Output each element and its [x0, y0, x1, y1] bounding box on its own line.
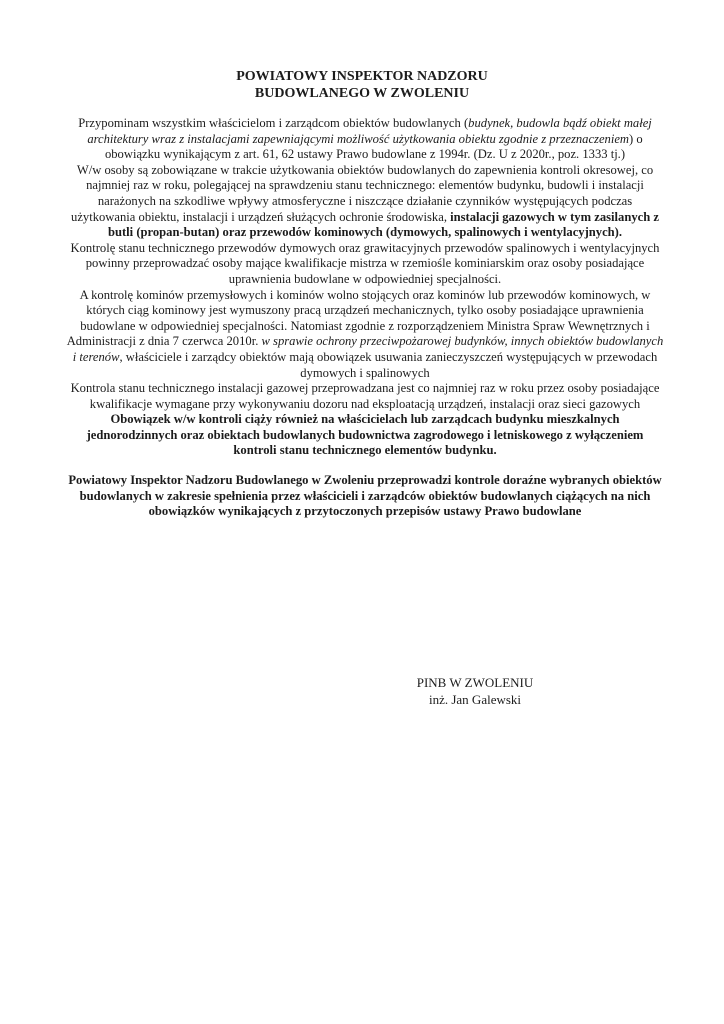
document-heading [0, 68, 724, 102]
paragraph-obligations [66, 163, 664, 241]
signature-block [395, 674, 555, 708]
heading-line-2: BUDOWLANEGO W ZWOLENIU [254, 86, 470, 101]
signature-office: PINB W ZWOLENIU [416, 675, 534, 690]
reminder-object-definition: budynek, budowla bądź obiekt małej architektury wraz z instalacjami zapewniającymi możliwość użytkowania obiektu zgodnie z przeznaczeniem [87, 116, 652, 146]
regulation-title: w sprawie ochrony przeciwpożarowej budynków, innych obiektów budowlanych i terenów [72, 334, 664, 364]
heading-line-1: POWIATOWY INSPEKTOR NADZORU [236, 69, 488, 84]
industrial-text-end: , właściciele i zarządcy obiektów mają obowiązek usuwania zanieczyszczeń występujących w przewodach dymowych i spalinowych [119, 349, 658, 380]
paragraph-inspection-announcement: Powiatowy Inspektor Nadzoru Budowlanego w Zwoleniu przeprowadzi kontrole doraźne wybranych obiektów budowlanych w zakresie spełnienia przez właścicieli i zarządców obiektów budowlanych ciążących na nich obowiązków wynikających z przytoczonych przepisów ustawy Prawo budowlane [68, 473, 662, 519]
industrial-text-start: A kontrolę kominów przemysłowych i kominów wolno stojących oraz kominów lub przewodów kominowych, w których ciąg kominowy jest wymuszony pracą urządzeń mechanicznych, tylko osoby posiadające uprawnienia budowlane w odpowiedniej specjalności. Natomiast zgodnie z rozporządzeniem Ministra Spraw Wewnętrznych i Administracji z dnia 7 czerwca 2010r. [66, 287, 651, 349]
obligations-gas-chimney-emphasis: instalacji gazowych w tym zasilanych z butli (propan-butan) oraz przewodów kominowych (dymowych, spalinowych i wentylacyjnych). [107, 209, 659, 240]
paragraph-industrial-chimneys [66, 288, 664, 382]
paragraph-gas-inspection: Kontrola stanu technicznego instalacji gazowej przeprowadzana jest co najmniej raz w roku przez osoby posiadające kwalifikacje wymagane przy wykonywaniu dozoru nad eksploatacją urządzeń, instalacji oraz sieci gazowych [70, 381, 660, 411]
paragraph-single-family-obligation: Obowiązek w/w kontroli ciąży również na właścicielach lub zarządcach budynku mieszkalnych jednorodzinnych oraz obiektach budowlanych budownictwa zagrodowego i letniskowego z wyłączeniem kontroli stanu technicznego elementów budynku. [86, 412, 644, 458]
reminder-text-end: ) o obowiązku wynikającym z art. 61, 62 ustawy Prawo budowlane z 1994r. (Dz. U z 2020r., poz. 1333 tj.) [104, 131, 643, 162]
obligations-text: W/w osoby są zobowiązane w trakcie użytkowania obiektów budowlanych do zapewnienia kontroli okresowej, co najmniej raz w roku, polegającej na sprawdzeniu stanu technicznego: elementów budynku, budowli i instalacji narażonych na szkodliwe wpływy atmosferyczne i niszczące działanie czynników występujących podczas użytkowania obiektu, instalacji i urządzeń służących ochronie środowiska, [71, 162, 654, 224]
paragraph-reminder [66, 116, 664, 163]
paragraph-spacer [66, 459, 664, 473]
signature-name: inż. Jan Galewski [428, 692, 522, 707]
document-body [66, 116, 664, 520]
paragraph-chimney-inspection: Kontrolę stanu technicznego przewodów dymowych oraz grawitacyjnych przewodów spalinowych i wentylacyjnych powinny przeprowadzać osoby mające kwalifikacje mistrza w rzemiośle kominiarskim oraz osoby posiadające uprawnienia budowlane w odpowiedniej specjalności. [70, 240, 660, 286]
reminder-text-start: Przypominam wszystkim właścicielom i zarządcom obiektów budowlanych ( [78, 116, 469, 130]
